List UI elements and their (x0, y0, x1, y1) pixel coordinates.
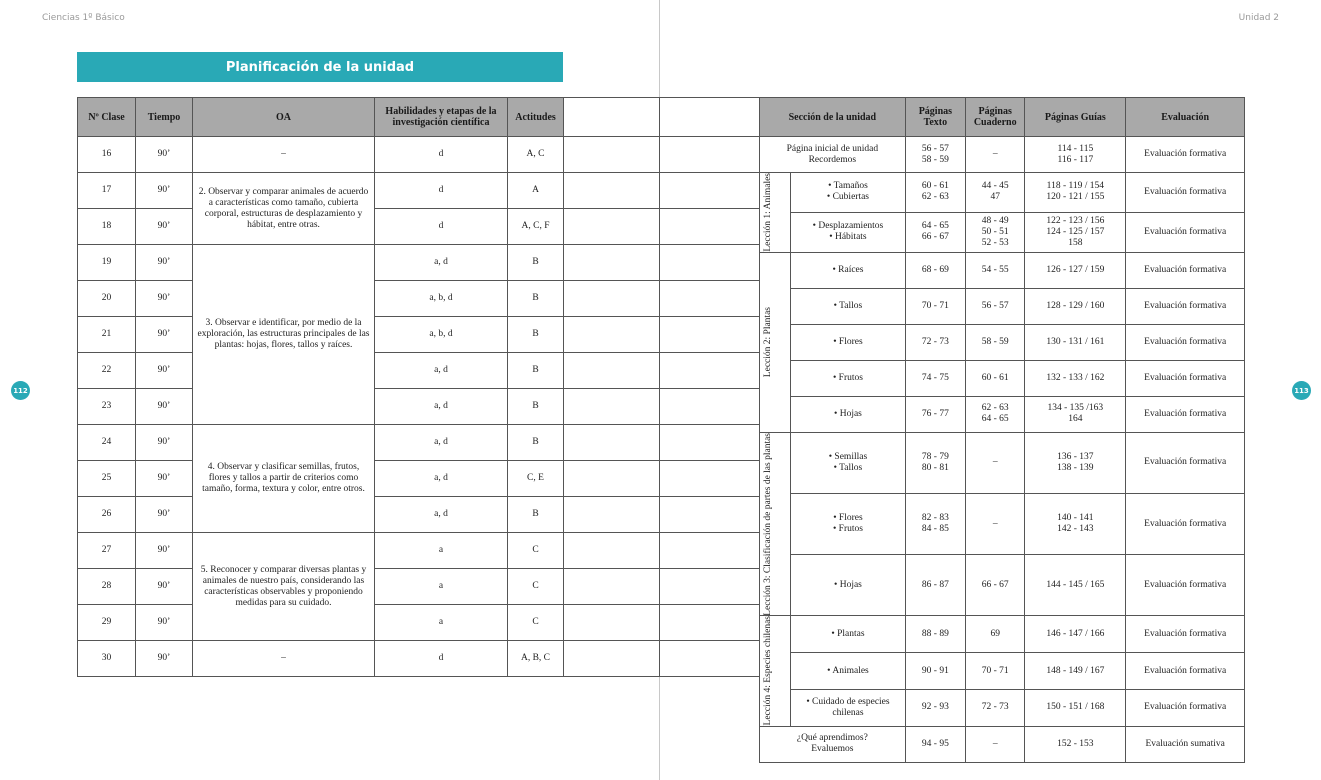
habilidades-cell: a (375, 605, 508, 641)
paginas-texto-cell: 72 - 73 (905, 324, 965, 360)
blank-header-cell (660, 98, 760, 137)
blank-row (564, 137, 760, 173)
tiempo-cell: 90’ (136, 569, 193, 605)
table-row (760, 616, 1245, 653)
blank-row (564, 173, 760, 209)
clase-cell: 29 (78, 605, 136, 641)
paginas-guias-cell: 144 - 145 / 165 (1025, 555, 1126, 616)
evaluacion-cell: Evaluación formativa (1126, 288, 1245, 324)
actitudes-cell: A, C (508, 137, 564, 173)
table-row (760, 212, 1245, 252)
clase-cell: 18 (78, 209, 136, 245)
habilidades-cell: a, b, d (375, 281, 508, 317)
paginas-texto-cell: 92 - 93 (905, 690, 965, 727)
blank-row (564, 533, 760, 569)
habilidades-cell: a, d (375, 245, 508, 281)
habilidades-cell: a (375, 533, 508, 569)
tiempo-cell: 90’ (136, 497, 193, 533)
tiempo-cell: 90’ (136, 245, 193, 281)
lesson-label-cell (760, 432, 791, 616)
actitudes-cell: C, E (508, 461, 564, 497)
table-row (760, 252, 1245, 288)
blank-row (564, 389, 760, 425)
actitudes-cell: A, C, F (508, 209, 564, 245)
clase-cell: 17 (78, 173, 136, 209)
paginas-cuaderno-cell: – (966, 493, 1025, 554)
paginas-guias-cell: 148 - 149 / 167 (1025, 653, 1126, 690)
table-row (760, 288, 1245, 324)
seccion-cell: • Flores (791, 324, 905, 360)
evaluacion-cell: Evaluación formativa (1126, 690, 1245, 727)
clase-cell: 21 (78, 317, 136, 353)
evaluacion-cell: Evaluación formativa (1126, 173, 1245, 213)
clase-cell: 28 (78, 569, 136, 605)
evaluacion-cell: Evaluación formativa (1126, 432, 1245, 493)
blank-row (564, 569, 760, 605)
table-row (78, 137, 564, 173)
col-header-habilidades: Habilidades y etapas de la investigación científica (375, 98, 508, 137)
actitudes-cell: C (508, 533, 564, 569)
tiempo-cell: 90’ (136, 425, 193, 461)
tiempo-cell: 90’ (136, 209, 193, 245)
paginas-texto-cell: 60 - 61 62 - 63 (905, 173, 965, 213)
paginas-cuaderno-cell: 48 - 49 50 - 51 52 - 53 (966, 212, 1025, 252)
tiempo-cell: 90’ (136, 389, 193, 425)
seccion-cell: • Hojas (791, 396, 905, 432)
actitudes-cell: B (508, 389, 564, 425)
oa-cell: – (193, 641, 375, 677)
blank-row (564, 317, 760, 353)
oa-cell: 2. Observar y comparar animales de acuerdo a características como tamaño, cubierta corporal, estructuras de desplazamiento y hábitat, entre otras. (193, 173, 375, 245)
paginas-guias-cell: 122 - 123 / 156 124 - 125 / 157 158 (1025, 212, 1126, 252)
oa-cell: – (193, 137, 375, 173)
tiempo-cell: 90’ (136, 173, 193, 209)
table-row (760, 726, 1245, 762)
paginas-guias-cell: 118 - 119 / 154 120 - 121 / 155 (1025, 173, 1126, 213)
paginas-cuaderno-cell: – (966, 432, 1025, 493)
table-row (78, 641, 564, 677)
paginas-guias-cell: 152 - 153 (1025, 726, 1126, 762)
paginas-texto-cell: 64 - 65 66 - 67 (905, 212, 965, 252)
seccion-cell: • Plantas (791, 616, 905, 653)
paginas-texto-cell: 68 - 69 (905, 252, 965, 288)
paginas-texto-cell: 94 - 95 (905, 726, 965, 762)
seccion-cell: • Animales (791, 653, 905, 690)
paginas-texto-cell: 56 - 57 58 - 59 (905, 137, 965, 173)
paginas-guias-cell: 146 - 147 / 166 (1025, 616, 1126, 653)
habilidades-cell: a, b, d (375, 317, 508, 353)
seccion-cell: • Tamaños • Cubiertas (791, 173, 905, 213)
paginas-texto-cell: 88 - 89 (905, 616, 965, 653)
lesson-label-cell (760, 173, 791, 253)
paginas-texto-cell: 78 - 79 80 - 81 (905, 432, 965, 493)
lesson-2-label: Lección 2: Plantas (763, 307, 774, 378)
evaluacion-cell: Evaluación formativa (1126, 212, 1245, 252)
blank-row (564, 245, 760, 281)
blank-row (564, 461, 760, 497)
lesson-label-cell (760, 616, 791, 726)
paginas-cuaderno-cell: 56 - 57 (966, 288, 1025, 324)
table-row (760, 555, 1245, 616)
evaluacion-cell: Evaluación formativa (1126, 324, 1245, 360)
paginas-cuaderno-cell: 69 (966, 616, 1025, 653)
blank-row (564, 605, 760, 641)
table-row (760, 690, 1245, 727)
page-number-right: 113 (1292, 381, 1311, 400)
seccion-cell: • Desplazamientos • Hábitats (791, 212, 905, 252)
seccion-cell: • Tallos (791, 288, 905, 324)
oa-cell: 3. Observar e identificar, por medio de la exploración, las estructuras principales de las plantas: hojas, flores, tallos y raíces. (193, 245, 375, 425)
table-row (78, 533, 564, 569)
tiempo-cell: 90’ (136, 353, 193, 389)
evaluacion-cell: Evaluación formativa (1126, 555, 1245, 616)
clase-cell: 19 (78, 245, 136, 281)
paginas-cuaderno-cell: 54 - 55 (966, 252, 1025, 288)
table-row (760, 653, 1245, 690)
table-row (78, 245, 564, 281)
actitudes-cell: B (508, 317, 564, 353)
col-header-actitudes: Actitudes (508, 98, 564, 137)
table-row (78, 425, 564, 461)
clase-cell: 30 (78, 641, 136, 677)
habilidades-cell: a, d (375, 389, 508, 425)
lesson-1-label: Lección 1: Animales (763, 173, 774, 252)
table-row (760, 396, 1245, 432)
blank-header-cell (564, 98, 660, 137)
habilidades-cell: a, d (375, 497, 508, 533)
habilidades-cell: a, d (375, 425, 508, 461)
blank-grid (563, 97, 760, 677)
actitudes-cell: C (508, 569, 564, 605)
tiempo-cell: 90’ (136, 461, 193, 497)
blank-row (564, 497, 760, 533)
paginas-cuaderno-cell: – (966, 726, 1025, 762)
paginas-texto-cell: 70 - 71 (905, 288, 965, 324)
blank-row (564, 425, 760, 461)
planning-table-left (77, 97, 564, 677)
blank-row (564, 281, 760, 317)
habilidades-cell: d (375, 209, 508, 245)
paginas-cuaderno-cell: 58 - 59 (966, 324, 1025, 360)
table-row (760, 360, 1245, 396)
paginas-cuaderno-cell: 60 - 61 (966, 360, 1025, 396)
tiempo-cell: 90’ (136, 605, 193, 641)
clase-cell: 22 (78, 353, 136, 389)
paginas-guias-cell: 136 - 137 138 - 139 (1025, 432, 1126, 493)
paginas-guias-cell: 134 - 135 /163 164 (1025, 396, 1126, 432)
seccion-cell: • Frutos (791, 360, 905, 396)
actitudes-cell: B (508, 353, 564, 389)
evaluacion-cell: Evaluación formativa (1126, 360, 1245, 396)
table-row (760, 173, 1245, 213)
habilidades-cell: d (375, 137, 508, 173)
table-row (760, 324, 1245, 360)
paginas-guias-cell: 132 - 133 / 162 (1025, 360, 1126, 396)
evaluacion-cell: Evaluación formativa (1126, 493, 1245, 554)
clase-cell: 25 (78, 461, 136, 497)
table-row (78, 173, 564, 209)
blank-row (564, 209, 760, 245)
clase-cell: 20 (78, 281, 136, 317)
col-header-oa: OA (193, 98, 375, 137)
habilidades-cell: d (375, 641, 508, 677)
paginas-guias-cell: 150 - 151 / 168 (1025, 690, 1126, 727)
seccion-cell: • Hojas (791, 555, 905, 616)
paginas-cuaderno-cell: 66 - 67 (966, 555, 1025, 616)
habilidades-cell: a, d (375, 353, 508, 389)
col-header-seccion: Sección de la unidad (760, 98, 906, 137)
col-header-clase: Nº Clase (78, 98, 136, 137)
paginas-texto-cell: 86 - 87 (905, 555, 965, 616)
table-row (760, 137, 1245, 173)
header-subject: Ciencias 1º Básico (42, 13, 125, 23)
paginas-cuaderno-cell: 72 - 73 (966, 690, 1025, 727)
col-header-paginas-texto: Páginas Texto (905, 98, 965, 137)
paginas-texto-cell: 90 - 91 (905, 653, 965, 690)
paginas-cuaderno-cell: – (966, 137, 1025, 173)
paginas-texto-cell: 82 - 83 84 - 85 (905, 493, 965, 554)
tiempo-cell: 90’ (136, 641, 193, 677)
seccion-cell: • Cuidado de especies chilenas (791, 690, 905, 727)
tiempo-cell: 90’ (136, 137, 193, 173)
actitudes-cell: B (508, 245, 564, 281)
paginas-guias-cell: 130 - 131 / 161 (1025, 324, 1126, 360)
clase-cell: 23 (78, 389, 136, 425)
page-number-left: 112 (11, 381, 30, 400)
actitudes-cell: C (508, 605, 564, 641)
evaluacion-cell: Evaluación formativa (1126, 396, 1245, 432)
clase-cell: 27 (78, 533, 136, 569)
clase-cell: 24 (78, 425, 136, 461)
seccion-cell: • Semillas • Tallos (791, 432, 905, 493)
col-header-paginas-guias: Páginas Guías (1025, 98, 1126, 137)
blank-row (564, 353, 760, 389)
paginas-cuaderno-cell: 62 - 63 64 - 65 (966, 396, 1025, 432)
table-row (760, 493, 1245, 554)
seccion-cell: ¿Qué aprendimos? Evaluemos (760, 726, 906, 762)
col-header-evaluacion: Evaluación (1126, 98, 1245, 137)
paginas-guias-cell: 114 - 115 116 - 117 (1025, 137, 1126, 173)
evaluacion-cell: Evaluación formativa (1126, 616, 1245, 653)
evaluacion-cell: Evaluación formativa (1126, 653, 1245, 690)
clase-cell: 16 (78, 137, 136, 173)
actitudes-cell: B (508, 425, 564, 461)
banner-title: Planificación de la unidad (77, 52, 563, 82)
oa-cell: 5. Reconocer y comparar diversas plantas y animales de nuestro país, considerando las características observables y proponiendo medidas para su cuidado. (193, 533, 375, 641)
blank-row (564, 641, 760, 677)
paginas-guias-cell: 140 - 141 142 - 143 (1025, 493, 1126, 554)
habilidades-cell: d (375, 173, 508, 209)
paginas-guias-cell: 126 - 127 / 159 (1025, 252, 1126, 288)
tiempo-cell: 90’ (136, 317, 193, 353)
actitudes-cell: A (508, 173, 564, 209)
col-header-paginas-cuaderno: Páginas Cuaderno (966, 98, 1025, 137)
evaluacion-cell: Evaluación formativa (1126, 137, 1245, 173)
seccion-cell: • Flores • Frutos (791, 493, 905, 554)
planning-table-right (759, 97, 1245, 763)
paginas-texto-cell: 74 - 75 (905, 360, 965, 396)
tiempo-cell: 90’ (136, 281, 193, 317)
paginas-cuaderno-cell: 70 - 71 (966, 653, 1025, 690)
paginas-cuaderno-cell: 44 - 45 47 (966, 173, 1025, 213)
actitudes-cell: A, B, C (508, 641, 564, 677)
habilidades-cell: a, d (375, 461, 508, 497)
paginas-texto-cell: 76 - 77 (905, 396, 965, 432)
lesson-4-label: Lección 4: Especies chilenas (763, 616, 774, 726)
tiempo-cell: 90’ (136, 533, 193, 569)
paginas-guias-cell: 128 - 129 / 160 (1025, 288, 1126, 324)
clase-cell: 26 (78, 497, 136, 533)
actitudes-cell: B (508, 281, 564, 317)
evaluacion-cell: Evaluación sumativa (1126, 726, 1245, 762)
oa-cell: 4. Observar y clasificar semillas, frutos, flores y tallos a partir de criterios como tamaño, forma, textura y color, entre otros. (193, 425, 375, 533)
lesson-label-cell (760, 252, 791, 432)
seccion-cell: • Raíces (791, 252, 905, 288)
actitudes-cell: B (508, 497, 564, 533)
evaluacion-cell: Evaluación formativa (1126, 252, 1245, 288)
lesson-3-label: Lección 3: Clasificación de partes de las plantas (763, 432, 774, 616)
habilidades-cell: a (375, 569, 508, 605)
seccion-cell: Página inicial de unidad Recordemos (760, 137, 906, 173)
header-unit: Unidad 2 (1238, 13, 1279, 23)
col-header-tiempo: Tiempo (136, 98, 193, 137)
table-row (760, 432, 1245, 493)
